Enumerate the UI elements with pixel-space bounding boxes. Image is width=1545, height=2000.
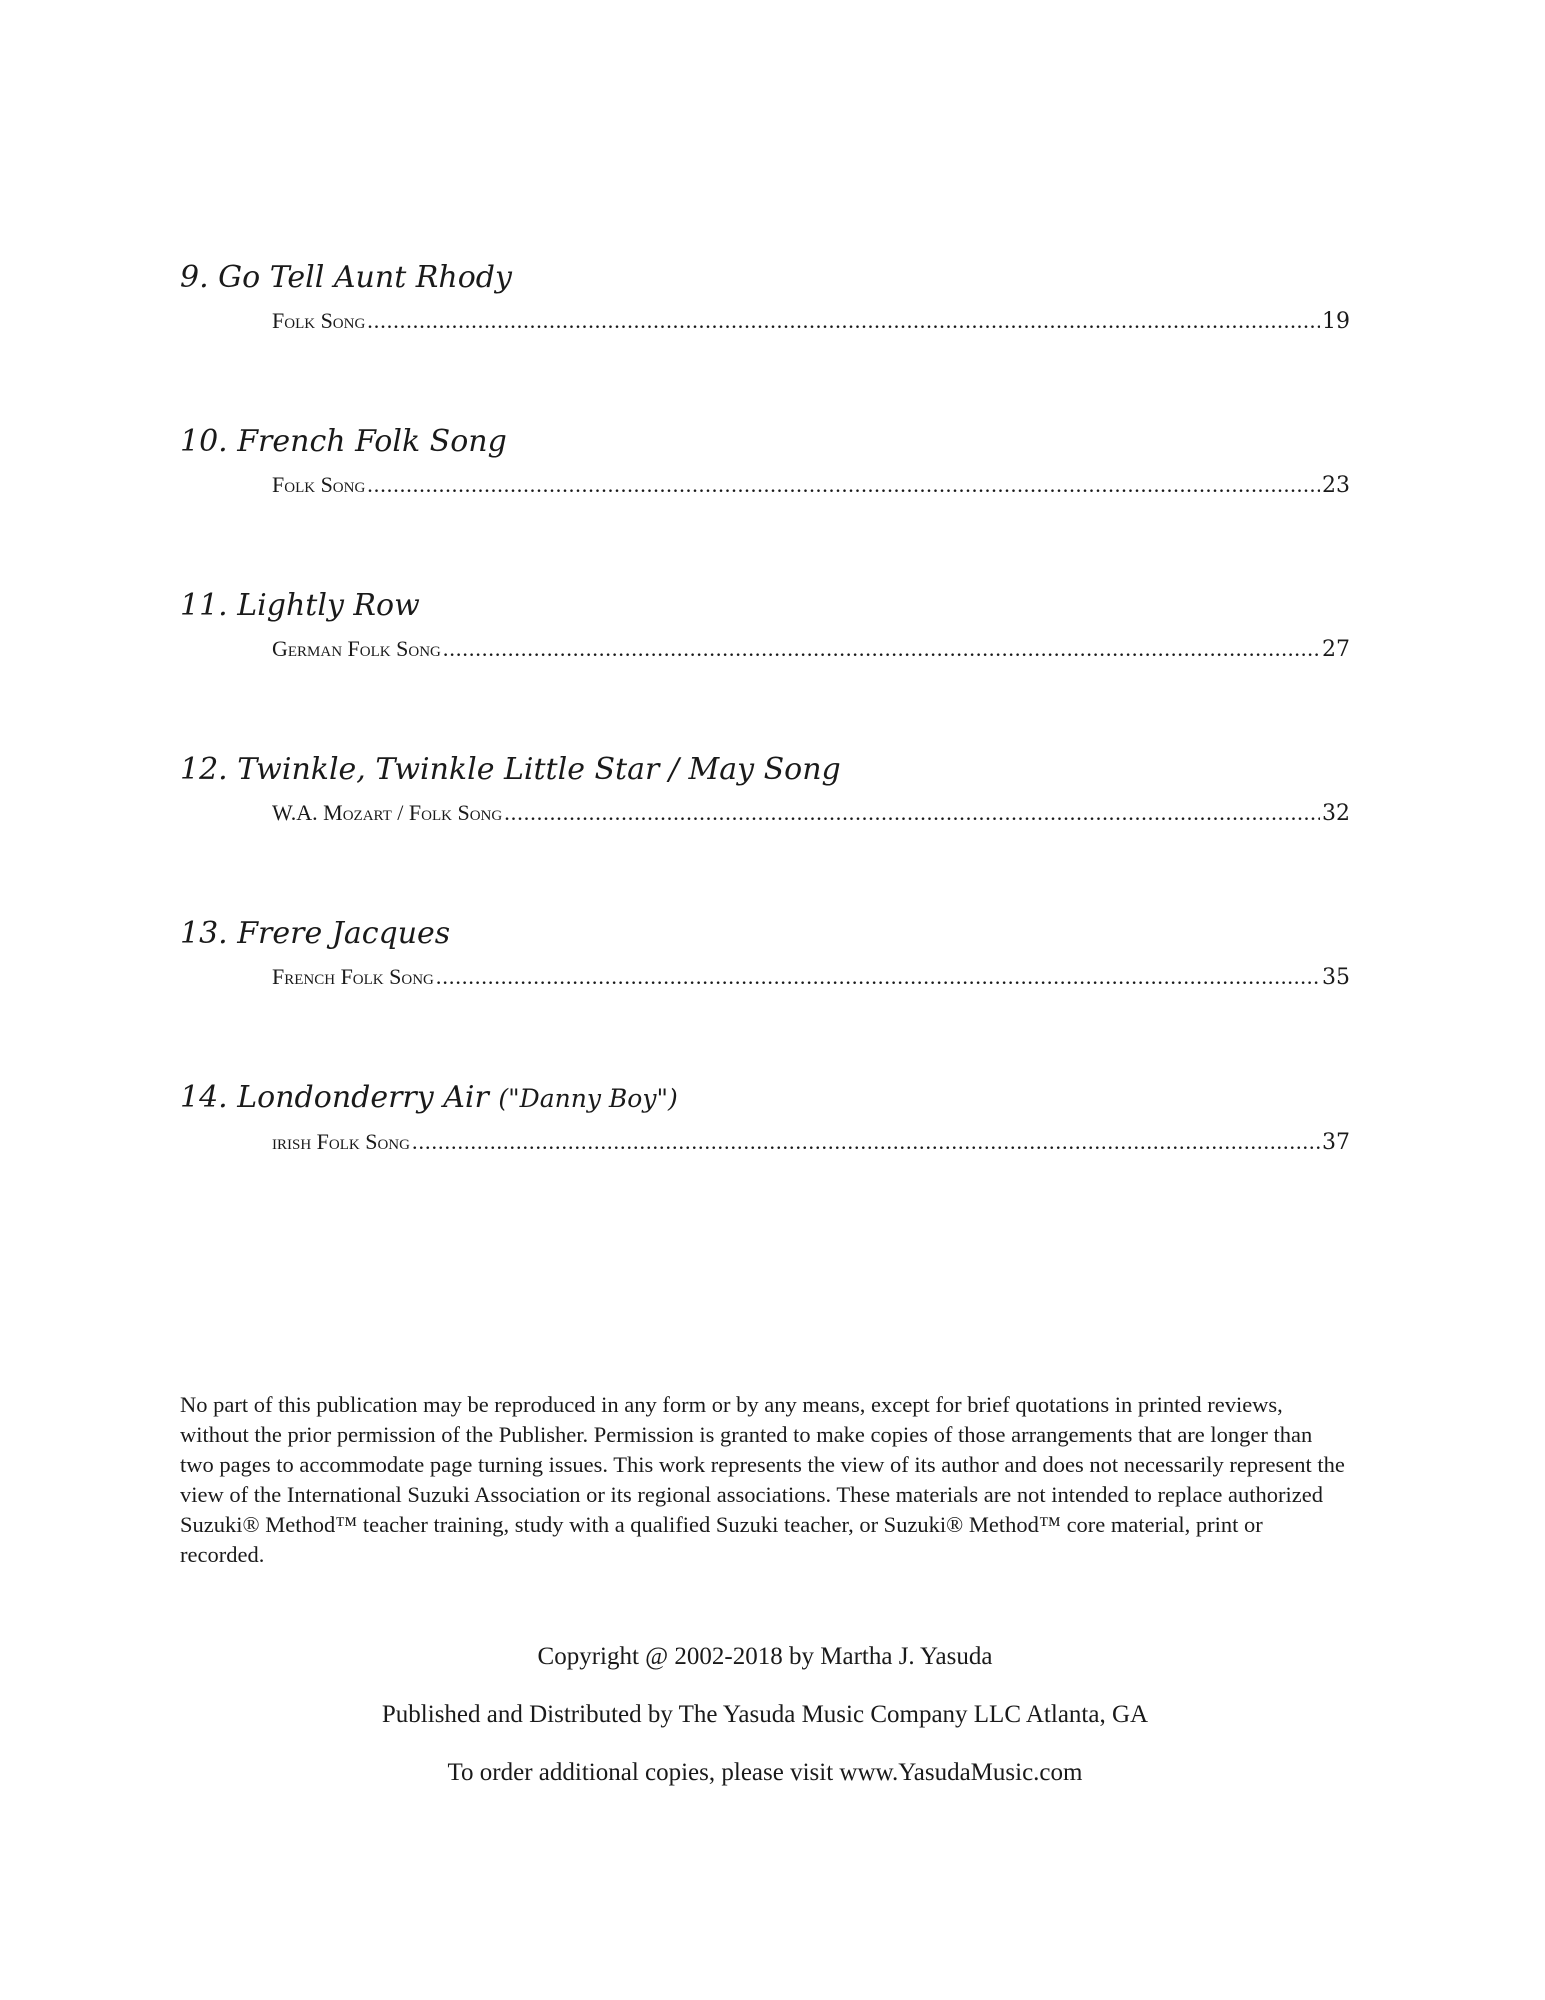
toc-line bbox=[272, 634, 1350, 665]
song-title: 12. Twinkle, Twinkle Little Star / May Song bbox=[180, 752, 841, 787]
copyright-line: Copyright @ 2002-2018 by Martha J. Yasuda bbox=[537, 1643, 993, 1670]
toc-entry bbox=[180, 258, 1350, 422]
page-number: 27 bbox=[1322, 637, 1350, 662]
dot-leader bbox=[367, 306, 1320, 336]
composer: Folk Song bbox=[272, 472, 366, 497]
toc-entry bbox=[180, 1078, 1350, 1242]
dot-leader bbox=[443, 634, 1320, 664]
toc-entry bbox=[180, 422, 1350, 586]
song-title: 14. Londonderry Air ("Danny Boy") bbox=[180, 1080, 678, 1115]
song-title: 10. French Folk Song bbox=[180, 424, 507, 459]
order-line: To order additional copies, please visit www.YasudaMusic.com bbox=[447, 1759, 1083, 1786]
toc-entry bbox=[180, 914, 1350, 1078]
publisher-footer bbox=[180, 1640, 1350, 1814]
table-of-contents bbox=[180, 258, 1350, 1242]
publisher-line: Published and Distributed by The Yasuda Music Company LLC Atlanta, GA bbox=[381, 1701, 1149, 1728]
page-number: 32 bbox=[1322, 801, 1350, 826]
toc-line bbox=[272, 470, 1350, 501]
page-number: 19 bbox=[1322, 309, 1350, 334]
toc-line bbox=[272, 962, 1350, 993]
dot-leader bbox=[504, 798, 1320, 828]
song-subtitle: ("Danny Boy") bbox=[498, 1084, 678, 1113]
composer: irish Folk Song bbox=[272, 1129, 410, 1154]
composer: French Folk Song bbox=[272, 964, 434, 989]
dot-leader bbox=[412, 1127, 1320, 1157]
toc-line bbox=[272, 798, 1350, 829]
composer: W.A. Mozart / Folk Song bbox=[272, 800, 503, 825]
page-number: 35 bbox=[1322, 965, 1350, 990]
page-number: 23 bbox=[1322, 473, 1350, 498]
toc-entry bbox=[180, 586, 1350, 750]
composer: Folk Song bbox=[272, 308, 366, 333]
composer: German Folk Song bbox=[272, 636, 441, 661]
song-title: 11. Lightly Row bbox=[180, 588, 420, 623]
toc-line bbox=[272, 306, 1350, 337]
toc-line bbox=[272, 1127, 1350, 1158]
song-title: 9. Go Tell Aunt Rhody bbox=[180, 260, 512, 295]
dot-leader bbox=[436, 962, 1320, 992]
song-title: 13. Frere Jacques bbox=[180, 916, 451, 951]
page-number: 37 bbox=[1322, 1130, 1350, 1155]
dot-leader bbox=[367, 470, 1320, 500]
toc-entry bbox=[180, 750, 1350, 914]
copyright-notice: No part of this publication may be reproduced in any form or by any means, except for brief quotations in printed reviews, without the prior permission of the Publisher. Permission is granted to make copies of those arrangements that are longer than two pages to accommodate page turning issues. This work represents the view of its author and does not necessarily represent the view of the International Suzuki Association or its regional associations. These materials are not intended to replace authorized Suzuki® Method™ teacher training, study with a qualified Suzuki teacher, or Suzuki® Method™ core material, print or recorded. bbox=[180, 1392, 1345, 1567]
